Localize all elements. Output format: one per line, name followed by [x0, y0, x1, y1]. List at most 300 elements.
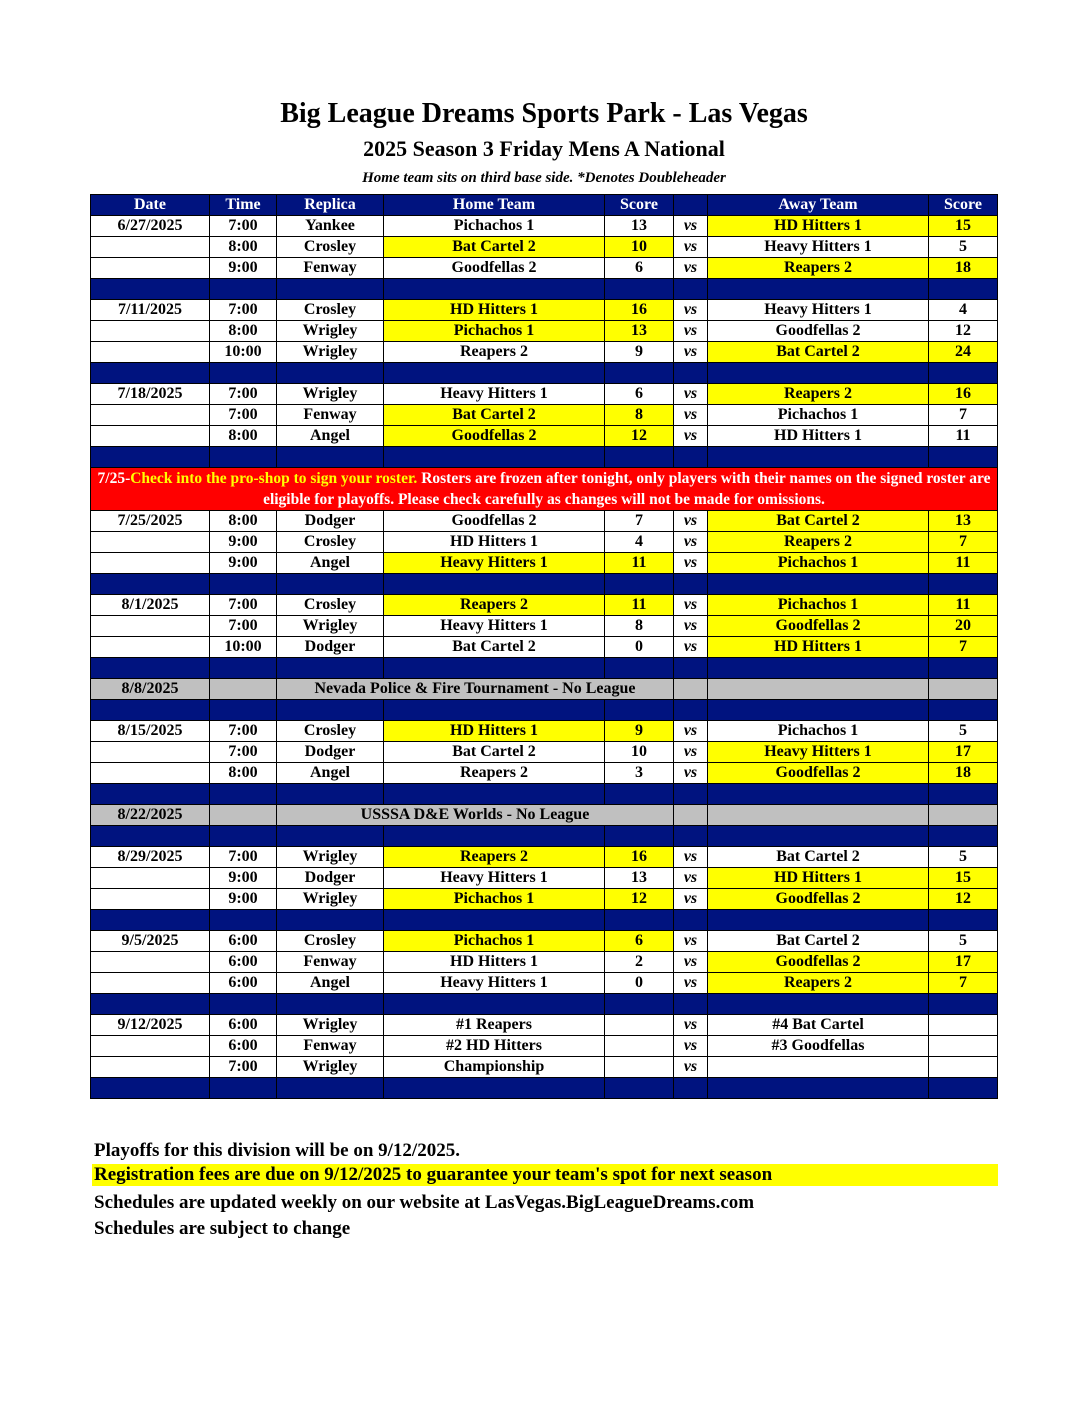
home-score: 13 [605, 321, 674, 342]
game-time: 6:00 [210, 952, 277, 973]
separator-row [91, 910, 998, 931]
game-row [91, 1015, 998, 1036]
separator-cell [674, 700, 708, 721]
game-row [91, 216, 998, 237]
away-team [708, 1057, 929, 1078]
footer-playoffs-note: Playoffs for this division will be on 9/12/2025. [94, 1140, 460, 1161]
away-score: 18 [929, 763, 998, 784]
no-league-text: Nevada Police & Fire Tournament - No League [277, 679, 674, 700]
away-team: Goodfellas 2 [708, 321, 929, 342]
away-score: 11 [929, 553, 998, 574]
roster-notice-row [91, 468, 998, 511]
game-date: 6/27/2025 [91, 216, 210, 237]
game-date: 7/11/2025 [91, 300, 210, 321]
separator-cell [708, 447, 929, 468]
home-score [605, 1057, 674, 1078]
game-time: 7:00 [210, 721, 277, 742]
game-date [91, 952, 210, 973]
vs-label: vs [674, 931, 708, 952]
game-row [91, 1057, 998, 1078]
col-header-vs [674, 195, 708, 216]
game-row [91, 616, 998, 637]
separator-cell [605, 363, 674, 384]
game-field: Angel [277, 553, 384, 574]
game-time: 6:00 [210, 931, 277, 952]
away-team: #3 Goodfellas [708, 1036, 929, 1057]
notice-highlight: Check into the pro-shop to sign your roster. [130, 470, 418, 487]
game-field: Angel [277, 763, 384, 784]
game-row [91, 553, 998, 574]
separator-cell [91, 994, 210, 1015]
empty-cell [674, 805, 708, 826]
page-subtitle: 2025 Season 3 Friday Mens A National [363, 136, 725, 161]
separator-cell [277, 826, 384, 847]
home-team: Bat Cartel 2 [384, 237, 605, 258]
separator-cell [929, 1078, 998, 1099]
schedule-table [90, 194, 998, 1099]
roster-notice [91, 468, 998, 511]
separator-cell [929, 994, 998, 1015]
home-team: Heavy Hitters 1 [384, 384, 605, 405]
separator-cell [929, 658, 998, 679]
separator-cell [708, 700, 929, 721]
col-header-away-score: Score [929, 195, 998, 216]
separator-cell [605, 279, 674, 300]
away-team: HD Hitters 1 [708, 426, 929, 447]
separator-cell [384, 784, 605, 805]
home-score: 12 [605, 889, 674, 910]
vs-label: vs [674, 1057, 708, 1078]
game-field: Dodger [277, 637, 384, 658]
game-field: Fenway [277, 258, 384, 279]
game-row [91, 742, 998, 763]
home-score: 4 [605, 532, 674, 553]
separator-cell [929, 363, 998, 384]
game-row [91, 426, 998, 447]
separator-cell [605, 784, 674, 805]
game-row [91, 321, 998, 342]
separator-cell [277, 700, 384, 721]
no-league-row [91, 805, 998, 826]
separator-row [91, 1078, 998, 1099]
vs-label: vs [674, 847, 708, 868]
vs-label: vs [674, 553, 708, 574]
away-score: 5 [929, 721, 998, 742]
separator-cell [91, 700, 210, 721]
game-row [91, 973, 998, 994]
game-time: 9:00 [210, 258, 277, 279]
separator-cell [929, 574, 998, 595]
separator-cell [210, 363, 277, 384]
away-score: 16 [929, 384, 998, 405]
vs-label: vs [674, 300, 708, 321]
away-team: Heavy Hitters 1 [708, 237, 929, 258]
away-score: 11 [929, 595, 998, 616]
separator-cell [210, 826, 277, 847]
separator-cell [91, 574, 210, 595]
separator-cell [384, 700, 605, 721]
separator-cell [210, 1078, 277, 1099]
home-team: HD Hitters 1 [384, 721, 605, 742]
vs-label: vs [674, 1015, 708, 1036]
empty-cell [708, 679, 929, 700]
notice-text: Rosters are frozen after tonight, only players with their names on the signed roster are eligible for playoffs. Please check carefully as changes will not be made for omissions. [263, 470, 991, 508]
footer-registration-note: Registration fees are due on 9/12/2025 to guarantee your team's spot for next season [92, 1164, 998, 1186]
away-team: Reapers 2 [708, 532, 929, 553]
away-team: Bat Cartel 2 [708, 847, 929, 868]
away-team: HD Hitters 1 [708, 216, 929, 237]
home-score: 16 [605, 847, 674, 868]
game-time: 7:00 [210, 616, 277, 637]
away-team: Reapers 2 [708, 384, 929, 405]
game-date: 8/29/2025 [91, 847, 210, 868]
separator-cell [708, 826, 929, 847]
game-date [91, 868, 210, 889]
game-field: Crosley [277, 532, 384, 553]
home-score: 8 [605, 616, 674, 637]
separator-row [91, 700, 998, 721]
home-team: Championship [384, 1057, 605, 1078]
game-time: 6:00 [210, 1015, 277, 1036]
separator-cell [674, 574, 708, 595]
col-header-date: Date [91, 195, 210, 216]
separator-cell [708, 279, 929, 300]
away-team: Bat Cartel 2 [708, 342, 929, 363]
separator-cell [277, 447, 384, 468]
separator-cell [708, 574, 929, 595]
vs-label: vs [674, 258, 708, 279]
away-team: Pichachos 1 [708, 595, 929, 616]
vs-label: vs [674, 216, 708, 237]
game-field: Fenway [277, 1036, 384, 1057]
home-team: Pichachos 1 [384, 889, 605, 910]
away-score [929, 1036, 998, 1057]
game-date: 7/25/2025 [91, 511, 210, 532]
game-field: Wrigley [277, 847, 384, 868]
separator-row [91, 363, 998, 384]
separator-row [91, 784, 998, 805]
game-time: 6:00 [210, 973, 277, 994]
separator-cell [277, 658, 384, 679]
home-score: 9 [605, 342, 674, 363]
separator-cell [91, 910, 210, 931]
home-team: Reapers 2 [384, 342, 605, 363]
home-team: Heavy Hitters 1 [384, 616, 605, 637]
home-team: Heavy Hitters 1 [384, 553, 605, 574]
vs-label: vs [674, 889, 708, 910]
home-team: Pichachos 1 [384, 216, 605, 237]
col-header-home-score: Score [605, 195, 674, 216]
separator-cell [674, 826, 708, 847]
away-score: 20 [929, 616, 998, 637]
game-date [91, 321, 210, 342]
game-field: Wrigley [277, 342, 384, 363]
vs-label: vs [674, 616, 708, 637]
notice-date: 7/25- [97, 470, 131, 487]
home-score: 0 [605, 637, 674, 658]
game-row [91, 405, 998, 426]
home-score: 10 [605, 237, 674, 258]
game-field: Crosley [277, 931, 384, 952]
game-time: 8:00 [210, 511, 277, 532]
home-team: Heavy Hitters 1 [384, 868, 605, 889]
separator-cell [210, 700, 277, 721]
home-score [605, 1036, 674, 1057]
game-field: Crosley [277, 595, 384, 616]
empty-cell [674, 679, 708, 700]
game-field: Crosley [277, 237, 384, 258]
separator-cell [91, 279, 210, 300]
game-date: 9/5/2025 [91, 931, 210, 952]
away-score: 7 [929, 405, 998, 426]
game-row [91, 1036, 998, 1057]
game-field: Wrigley [277, 321, 384, 342]
home-team: Heavy Hitters 1 [384, 973, 605, 994]
no-league-text: USSSA D&E Worlds - No League [277, 805, 674, 826]
vs-label: vs [674, 595, 708, 616]
separator-cell [929, 279, 998, 300]
separator-row [91, 574, 998, 595]
empty-cell [708, 805, 929, 826]
separator-cell [210, 447, 277, 468]
home-team: Goodfellas 2 [384, 426, 605, 447]
game-time: 7:00 [210, 595, 277, 616]
table-header-row [91, 195, 998, 216]
game-date [91, 637, 210, 658]
away-score: 5 [929, 847, 998, 868]
separator-cell [277, 279, 384, 300]
home-score [605, 1015, 674, 1036]
empty-cell [929, 805, 998, 826]
game-row [91, 637, 998, 658]
separator-cell [708, 784, 929, 805]
vs-label: vs [674, 237, 708, 258]
separator-cell [210, 574, 277, 595]
away-team: Pichachos 1 [708, 405, 929, 426]
separator-cell [605, 700, 674, 721]
game-date [91, 973, 210, 994]
game-field: Dodger [277, 868, 384, 889]
separator-cell [91, 826, 210, 847]
game-time: 8:00 [210, 237, 277, 258]
home-team: #2 HD Hitters [384, 1036, 605, 1057]
home-score: 6 [605, 384, 674, 405]
home-score: 12 [605, 426, 674, 447]
separator-cell [384, 826, 605, 847]
game-field: Wrigley [277, 1015, 384, 1036]
separator-cell [929, 700, 998, 721]
separator-row [91, 279, 998, 300]
away-team: HD Hitters 1 [708, 868, 929, 889]
separator-cell [91, 658, 210, 679]
separator-cell [929, 826, 998, 847]
no-league-row [91, 679, 998, 700]
separator-cell [708, 910, 929, 931]
separator-cell [91, 363, 210, 384]
home-team: Bat Cartel 2 [384, 405, 605, 426]
away-score [929, 1015, 998, 1036]
game-field: Angel [277, 973, 384, 994]
game-field: Fenway [277, 405, 384, 426]
game-row [91, 889, 998, 910]
game-date [91, 616, 210, 637]
game-row [91, 847, 998, 868]
separator-cell [277, 363, 384, 384]
away-score: 18 [929, 258, 998, 279]
separator-cell [210, 279, 277, 300]
game-field: Crosley [277, 721, 384, 742]
separator-cell [708, 363, 929, 384]
away-score: 12 [929, 889, 998, 910]
game-field: Crosley [277, 300, 384, 321]
empty-cell [929, 679, 998, 700]
separator-cell [605, 1078, 674, 1099]
home-team: Pichachos 1 [384, 321, 605, 342]
separator-cell [674, 784, 708, 805]
away-score: 7 [929, 532, 998, 553]
home-team: HD Hitters 1 [384, 300, 605, 321]
away-score: 24 [929, 342, 998, 363]
col-header-replica: Replica [277, 195, 384, 216]
separator-cell [605, 826, 674, 847]
separator-cell [91, 784, 210, 805]
vs-label: vs [674, 532, 708, 553]
game-field: Wrigley [277, 1057, 384, 1078]
away-team: Pichachos 1 [708, 553, 929, 574]
separator-cell [605, 994, 674, 1015]
separator-cell [929, 784, 998, 805]
game-field: Angel [277, 426, 384, 447]
separator-cell [384, 658, 605, 679]
schedule-note: Home team sits on third base side. *Denotes Doubleheader [362, 170, 726, 186]
separator-cell [674, 658, 708, 679]
home-team: Bat Cartel 2 [384, 742, 605, 763]
separator-cell [384, 994, 605, 1015]
game-date [91, 426, 210, 447]
away-team: Bat Cartel 2 [708, 931, 929, 952]
game-date [91, 258, 210, 279]
page-title: Big League Dreams Sports Park - Las Vegas [280, 98, 808, 129]
separator-cell [384, 1078, 605, 1099]
separator-cell [674, 1078, 708, 1099]
separator-cell [605, 910, 674, 931]
game-row [91, 868, 998, 889]
separator-cell [605, 574, 674, 595]
vs-label: vs [674, 1036, 708, 1057]
away-team: Bat Cartel 2 [708, 511, 929, 532]
separator-cell [210, 784, 277, 805]
separator-cell [210, 994, 277, 1015]
game-field: Wrigley [277, 889, 384, 910]
home-score: 16 [605, 300, 674, 321]
vs-label: vs [674, 868, 708, 889]
away-score: 5 [929, 931, 998, 952]
game-time: 9:00 [210, 889, 277, 910]
away-score: 17 [929, 742, 998, 763]
separator-cell [674, 910, 708, 931]
separator-row [91, 447, 998, 468]
vs-label: vs [674, 405, 708, 426]
game-time: 9:00 [210, 553, 277, 574]
separator-row [91, 826, 998, 847]
separator-cell [708, 994, 929, 1015]
separator-cell [91, 447, 210, 468]
game-time: 7:00 [210, 405, 277, 426]
away-score: 15 [929, 868, 998, 889]
game-field: Wrigley [277, 616, 384, 637]
separator-cell [277, 910, 384, 931]
game-row [91, 237, 998, 258]
separator-cell [277, 1078, 384, 1099]
home-team: HD Hitters 1 [384, 952, 605, 973]
game-date [91, 1057, 210, 1078]
separator-cell [708, 1078, 929, 1099]
game-date [91, 1036, 210, 1057]
game-date [91, 889, 210, 910]
away-team: Reapers 2 [708, 973, 929, 994]
game-row [91, 763, 998, 784]
game-time: 8:00 [210, 321, 277, 342]
game-date: 8/15/2025 [91, 721, 210, 742]
footer-change-note: Schedules are subject to change [94, 1218, 351, 1239]
separator-cell [605, 447, 674, 468]
home-score: 6 [605, 931, 674, 952]
away-team: Goodfellas 2 [708, 616, 929, 637]
game-row [91, 342, 998, 363]
home-team: HD Hitters 1 [384, 532, 605, 553]
separator-cell [674, 447, 708, 468]
away-team: Goodfellas 2 [708, 763, 929, 784]
game-time: 7:00 [210, 1057, 277, 1078]
game-time: 7:00 [210, 742, 277, 763]
home-score: 11 [605, 595, 674, 616]
home-team: Pichachos 1 [384, 931, 605, 952]
away-score: 7 [929, 637, 998, 658]
separator-cell [384, 574, 605, 595]
home-team: Bat Cartel 2 [384, 637, 605, 658]
vs-label: vs [674, 763, 708, 784]
separator-cell [605, 658, 674, 679]
vs-label: vs [674, 511, 708, 532]
game-time: 7:00 [210, 847, 277, 868]
home-score: 7 [605, 511, 674, 532]
home-score: 6 [605, 258, 674, 279]
vs-label: vs [674, 742, 708, 763]
game-date [91, 532, 210, 553]
game-row [91, 595, 998, 616]
vs-label: vs [674, 342, 708, 363]
game-date [91, 742, 210, 763]
separator-cell [210, 658, 277, 679]
vs-label: vs [674, 426, 708, 447]
col-header-time: Time [210, 195, 277, 216]
game-time: 9:00 [210, 532, 277, 553]
home-team: Reapers 2 [384, 763, 605, 784]
separator-cell [277, 574, 384, 595]
game-time: 8:00 [210, 763, 277, 784]
game-row [91, 931, 998, 952]
home-score: 10 [605, 742, 674, 763]
game-date [91, 237, 210, 258]
away-team: Pichachos 1 [708, 721, 929, 742]
game-date [91, 405, 210, 426]
game-time: 7:00 [210, 216, 277, 237]
home-team: Reapers 2 [384, 595, 605, 616]
away-score: 11 [929, 426, 998, 447]
game-date: 8/22/2025 [91, 805, 210, 826]
away-team: Goodfellas 2 [708, 952, 929, 973]
vs-label: vs [674, 637, 708, 658]
